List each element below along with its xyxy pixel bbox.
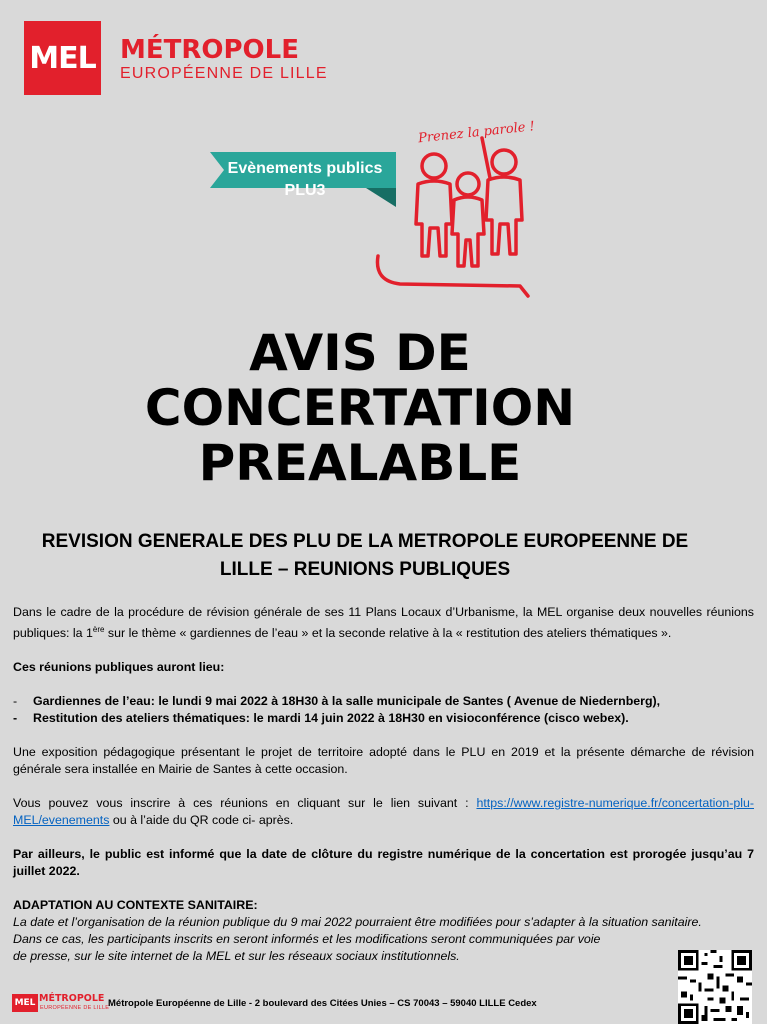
closure-paragraph: Par ailleurs, le public est informé que la date de clôture du registre numérique de la concertation est prorogée jusqu’au 7 juillet 2022.: [13, 847, 754, 879]
page-title: [0, 326, 720, 491]
footer-logo-title: MÉTROPOLE: [39, 993, 105, 1004]
notice-body: [13, 604, 754, 965]
ribbon-line2: PLU3: [284, 182, 326, 199]
page-subtitle: [10, 528, 720, 584]
title-line3: PREALABLE: [198, 434, 522, 492]
meetings-heading: Ces réunions publiques auront lieu:: [13, 660, 225, 675]
mel-logo-mark: MEL: [24, 21, 101, 95]
mel-logo-text: [120, 36, 328, 84]
registration-link[interactable]: https://www.registre-numerique.fr/concertation-plu-MEL/evenements: [13, 796, 754, 828]
footer-logo-mark: MEL: [12, 994, 38, 1012]
footer-address: Métropole Européenne de Lille - 2 boulevard des Citées Unies – CS 70043 – 59040 LILLE Cedex: [108, 998, 537, 1009]
title-line2: CONCERTATION: [144, 379, 576, 437]
exposition-paragraph: Une exposition pédagogique présentant le projet de territoire adopté dans le PLU en 2019 et la présente démarche de révision générale sera installée en Mairie de Santes à cette occasion.: [13, 745, 754, 777]
qr-code[interactable]: [678, 950, 752, 1024]
illustration-caption: Prenez la parole !: [417, 119, 536, 147]
sanitary-line2: Dans ce cas, les participants inscrits en seront informés et les modifications seront communiquées par voie: [13, 932, 601, 947]
subtitle-line2: LILLE – REUNIONS PUBLIQUES: [219, 559, 511, 580]
registration-paragraph: Vous pouvez vous inscrire à ces réunions en cliquant sur le lien suivant : https://www.registre-numerique.fr/concertation-plu-MEL/evenements ou à l’aide du QR code ci- après.: [13, 796, 754, 828]
logo-subtitle: EUROPÉENNE DE LILLE: [120, 65, 328, 82]
footer-logo-subtitle: EUROPÉENNE DE LILLE: [40, 1005, 110, 1011]
sanitary-heading: ADAPTATION AU CONTEXTE SANITAIRE:: [13, 898, 258, 913]
meeting-item: - Restitution des ateliers thématiques: le mardi 14 juin 2022 à 18H30 en visioconférence (cisco webex).: [13, 711, 629, 726]
prenez-la-parole-illustration: [370, 116, 540, 301]
meeting-item: - Gardiennes de l’eau: le lundi 9 mai 2022 à 18H30 à la salle municipale de Santes ( Avenue de Niedernberg),: [13, 694, 661, 709]
subtitle-line1: REVISION GENERALE DES PLU DE LA METROPOLE EUROPEENNE DE: [41, 531, 689, 552]
intro-paragraph: Dans le cadre de la procédure de révision générale de ses 11 Plans Locaux d’Urbanisme, la MEL organise deux nouvelles réunions publiques: la 1ère sur le thème « gardiennes de l’eau » et la seconde relative à la « restitution des ateliers thématiques ».: [13, 605, 754, 641]
title-line1: AVIS DE: [249, 324, 471, 382]
sanitary-line1: La date et l’organisation de la réunion publique du 9 mai 2022 pourraient être modifiées pour s’adapter à la situation sanitaire.: [13, 915, 702, 930]
ribbon-line1: Evènements publics: [227, 160, 383, 177]
logo-title: MÉTROPOLE: [120, 35, 299, 65]
sanitary-line3: de presse, sur le site internet de la MEL et sur les réseaux sociaux institutionnels.: [13, 949, 460, 964]
